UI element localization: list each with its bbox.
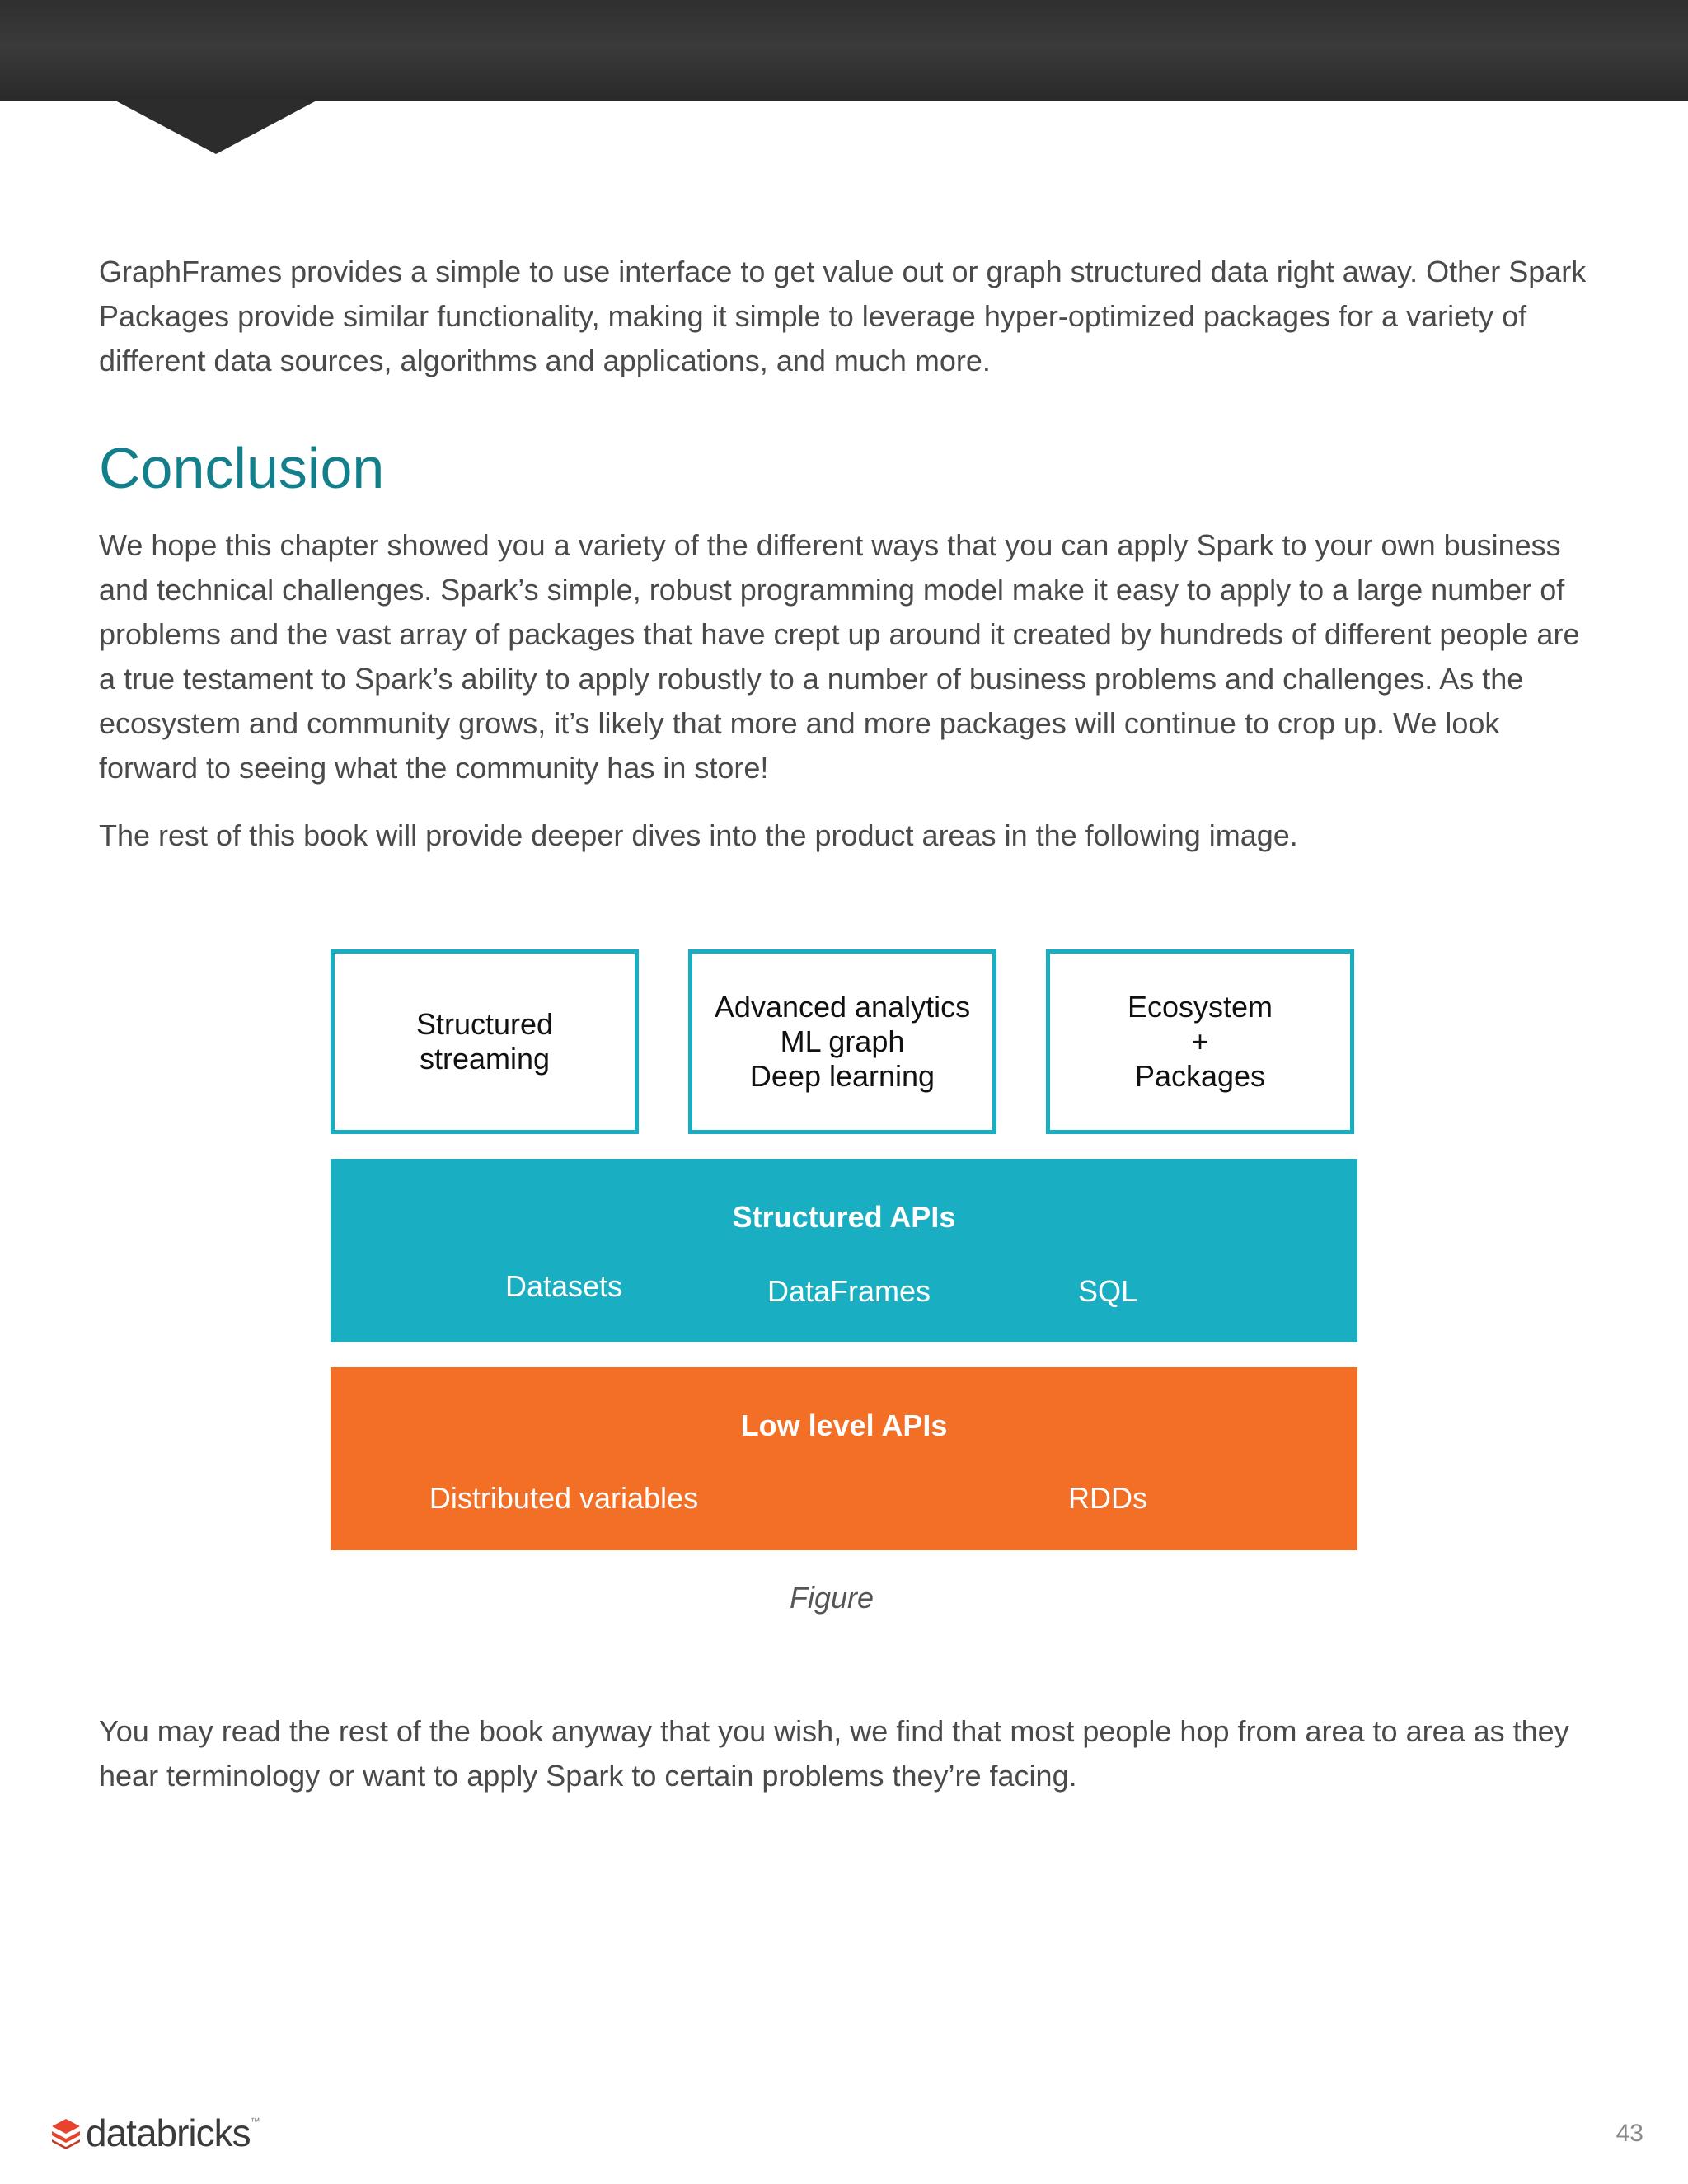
sql-label: SQL (1077, 1274, 1138, 1308)
section-heading: Conclusion (99, 436, 385, 500)
distributed-variables-label: Distributed variables (429, 1481, 699, 1515)
databricks-logo-text: databricks (86, 2111, 251, 2154)
advanced-analytics-box: Advanced analytics ML graph Deep learning (688, 949, 996, 1134)
structured-apis-band (331, 1159, 1357, 1342)
figure-caption: Figure (789, 1581, 874, 1615)
ecosystem-packages-box: Ecosystem + Packages (1046, 949, 1354, 1134)
logo-trademark: ™ (250, 2116, 260, 2127)
conclusion-paragraph-2: The rest of this book will provide deeper dives into the product areas in the following image. (99, 818, 1298, 852)
databricks-logo (49, 2108, 260, 2158)
rdds-label: RDDs (1068, 1481, 1147, 1515)
low-level-apis-band (331, 1367, 1357, 1550)
closing-paragraph: You may read the rest of the book anyway that you wish, we find that most people hop from area to area as they hear terminology or want to apply Spark to certain problems they’re facing. (99, 1714, 1569, 1793)
header-band (0, 0, 1688, 101)
dataframes-label: DataFrames (767, 1274, 931, 1308)
intro-paragraph: GraphFrames provides a simple to use interface to get value out or graph structured data right away. Other Spark Packages provide similar functionality, making it simple to leverage hyper-optimized packages for a variety of different data sources, algorithms and applications, and much more. (99, 255, 1587, 377)
structured-apis-title: Structured APIs (732, 1200, 956, 1234)
header-notch (114, 100, 318, 154)
datasets-label: Datasets (504, 1269, 623, 1303)
databricks-logo-icon (49, 2116, 82, 2149)
structured-streaming-box: Structured streaming (331, 949, 639, 1134)
low-level-apis-title: Low level APIs (740, 1408, 948, 1442)
conclusion-paragraph: We hope this chapter showed you a variety of the different ways that you can apply Spark to your own business and technical challenges. Spark’s simple, robust programming model make it easy to apply to a large number of problems and the vast array of packages that have crept up around it created by hundreds of different people are a true testament to Spark’s ability to apply robustly to a number of business problems and challenges. As the ecosystem and community grows, it’s likely that more and more packages will continue to crop up. We look forward to seeing what the community has in store! (99, 528, 1580, 785)
page-number: 43 (1615, 2120, 1643, 2147)
